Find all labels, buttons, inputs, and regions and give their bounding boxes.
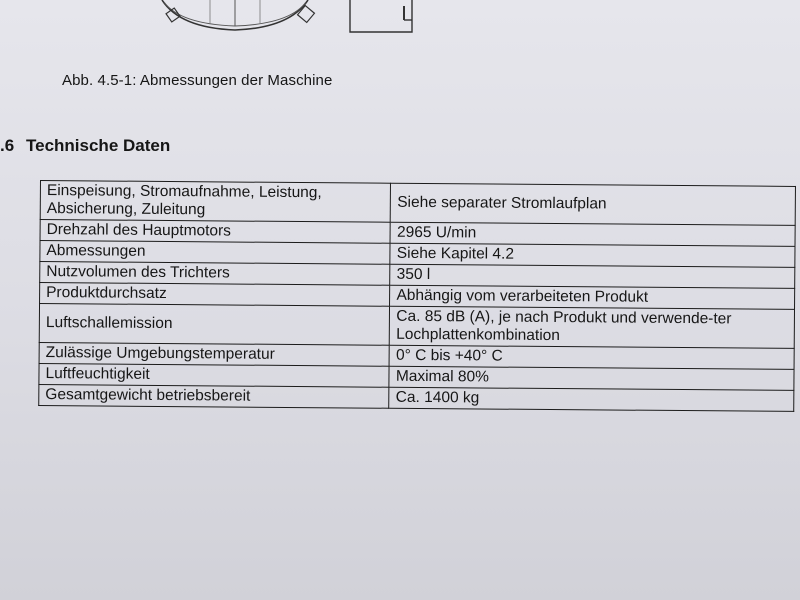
spec-label: Luftschallemission <box>39 304 390 346</box>
spec-value: Ca. 85 dB (A), je nach Produkt und verwende-ter Lochplattenkombination <box>390 306 795 348</box>
spec-value: 0° C bis +40° C <box>389 345 794 369</box>
section-number: .6 <box>0 136 15 155</box>
spec-label: Produktdurchsatz <box>40 283 391 307</box>
table-row <box>39 304 794 349</box>
spec-label: Drehzahl des Hauptmotors <box>40 220 391 244</box>
spec-value: Siehe separater Stromlaufplan <box>391 183 796 225</box>
spec-label: Nutzvolumen des Trichters <box>40 262 391 286</box>
section-heading <box>0 136 170 156</box>
spec-value: Abhängig vom verarbeiteten Produkt <box>390 285 795 309</box>
spec-value: Ca. 1400 kg <box>389 387 794 411</box>
figure-caption: Abb. 4.5-1: Abmessungen der Maschine <box>62 72 333 89</box>
spec-value: Siehe Kapitel 4.2 <box>390 243 795 267</box>
spec-value: Maximal 80% <box>389 366 794 390</box>
spec-label: Gesamtgewicht betriebsbereit <box>39 384 390 408</box>
spec-label: Einspeisung, Stromaufnahme, Leistung, Absicherung, Zuleitung <box>40 181 391 223</box>
section-title: Technische Daten <box>26 136 171 155</box>
technical-data-table <box>38 180 796 412</box>
spec-label: Luftfeuchtigkeit <box>39 363 390 387</box>
spec-value: 350 l <box>390 264 795 288</box>
spec-label: Abmessungen <box>40 241 391 265</box>
table-row <box>40 181 795 226</box>
machine-drawing <box>150 0 430 40</box>
spec-value: 2965 U/min <box>390 222 795 246</box>
spec-label: Zulässige Umgebungstemperatur <box>39 342 390 366</box>
